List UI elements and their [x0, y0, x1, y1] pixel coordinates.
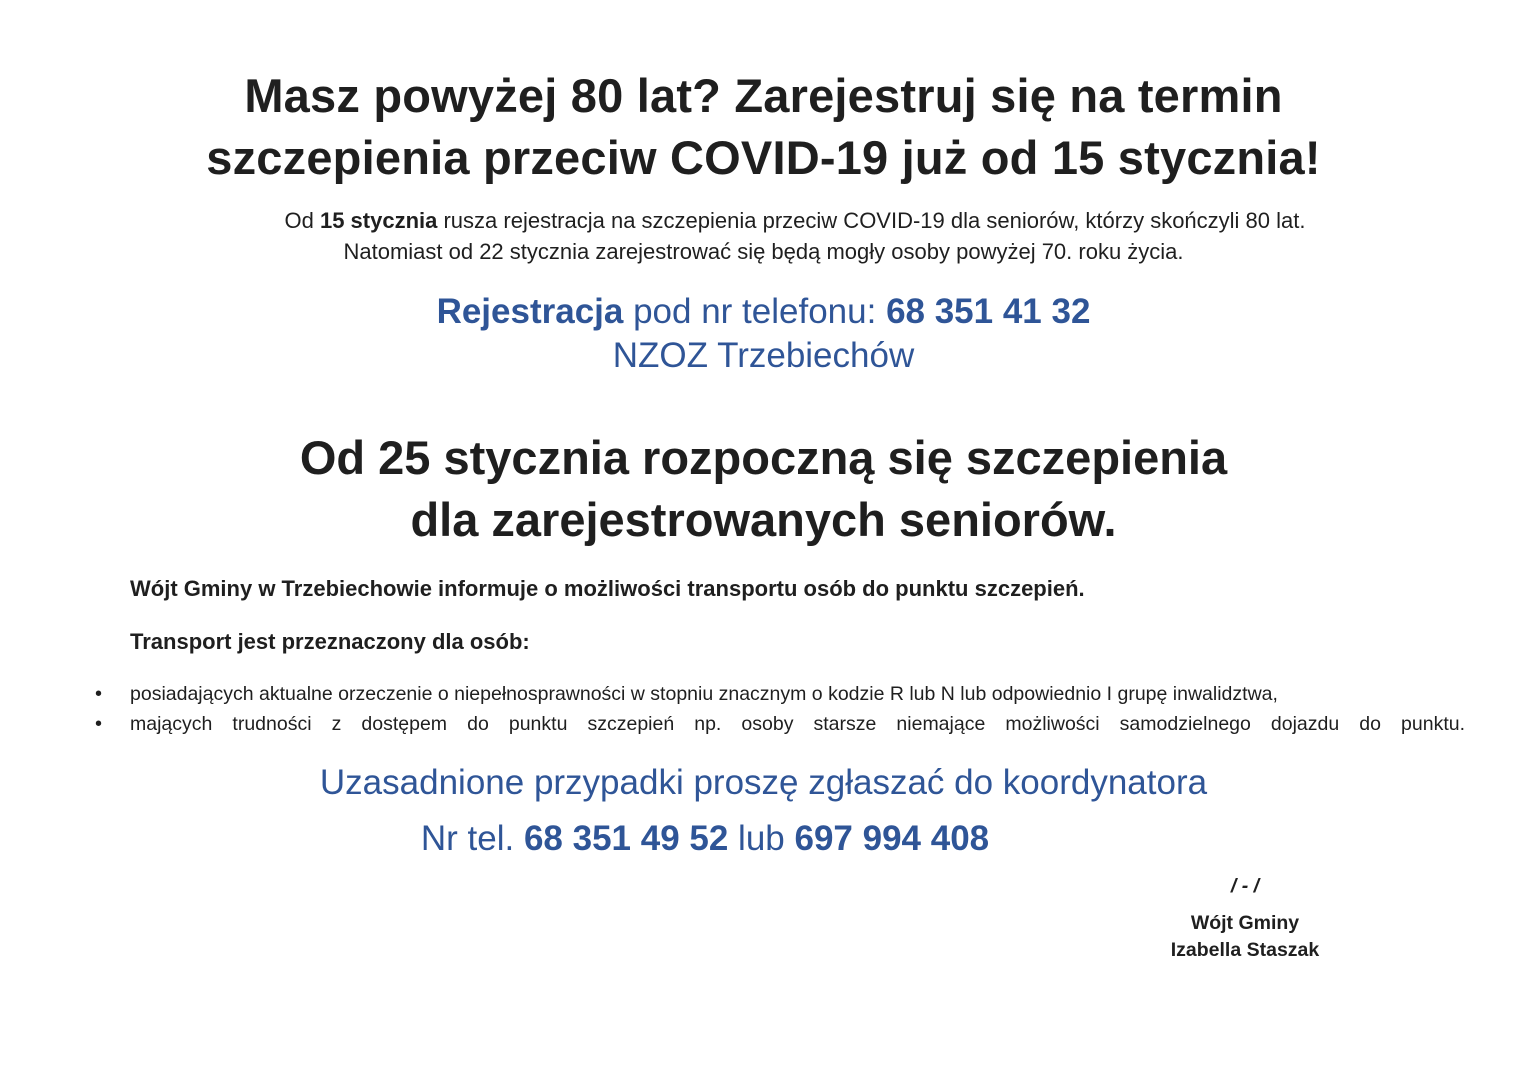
headline-line-1: Masz powyżej 80 lat? Zarejestruj się na termin: [244, 69, 1283, 122]
vaccination-line-1: Od 25 stycznia rozpoczną się szczepienia: [299, 431, 1228, 484]
list-item: • posiadających aktualne orzeczenie o niepełnosprawności w stopniu znacznym o kodzie R lub N lub odpowiednio I grupę inwalidztwa,: [95, 679, 1465, 709]
vaccination-heading: [0, 427, 1527, 551]
registration-line: [0, 290, 1527, 334]
phone-prefix: Nr tel.: [420, 819, 524, 858]
transport-info: Wójt Gminy w Trzebiechowie informuje o możliwości transportu osób do punktu szczepień.: [130, 576, 1085, 601]
registration-label: Rejestracja: [436, 292, 624, 331]
signature-name: Izabella Staszak: [1170, 939, 1320, 961]
intro-text-pre: Od: [284, 208, 320, 233]
coordinator-line: Uzasadnione przypadki proszę zgłaszać do koordynatora: [319, 763, 1208, 802]
intro-text-post: rusza rejestracja na szczepienia przeciw COVID-19 dla seniorów, którzy skończyli 80 lat.: [437, 208, 1306, 233]
vaccination-line-2: dla zarejestrowanych seniorów.: [410, 493, 1117, 546]
coordinator-phone-1: 68 351 49 52: [523, 819, 729, 858]
transport-intended: Transport jest przeznaczony dla osób:: [130, 629, 530, 654]
intro-line-2: Natomiast od 22 stycznia zarejestrować się będą mogły osoby powyżej 70. roku życia.: [343, 239, 1184, 264]
registration-phone: 68 351 41 32: [886, 292, 1091, 331]
coordinator-phones: [0, 817, 1410, 861]
list-item: • mających trudności z dostępem do punktu szczepień np. osoby starsze niemające możliwości samodzielnego dojazdu do punktu.: [95, 709, 1465, 739]
phone-separator: lub: [728, 819, 795, 858]
transport-criteria-list: [95, 679, 1465, 739]
headline: [0, 65, 1527, 189]
clinic-name: NZOZ Trzebiechów: [612, 336, 915, 375]
registration-label-rest: pod nr telefonu:: [623, 292, 887, 331]
coordinator-phone-2: 697 994 408: [794, 819, 990, 858]
intro-line-1: [0, 205, 1527, 236]
signature-mark: / - /: [1230, 875, 1260, 897]
headline-line-2: szczepienia przeciw COVID-19 już od 15 stycznia!: [206, 131, 1321, 184]
intro-date-bold: 15 stycznia: [319, 208, 438, 233]
signature-title: Wójt Gminy: [1190, 912, 1300, 934]
